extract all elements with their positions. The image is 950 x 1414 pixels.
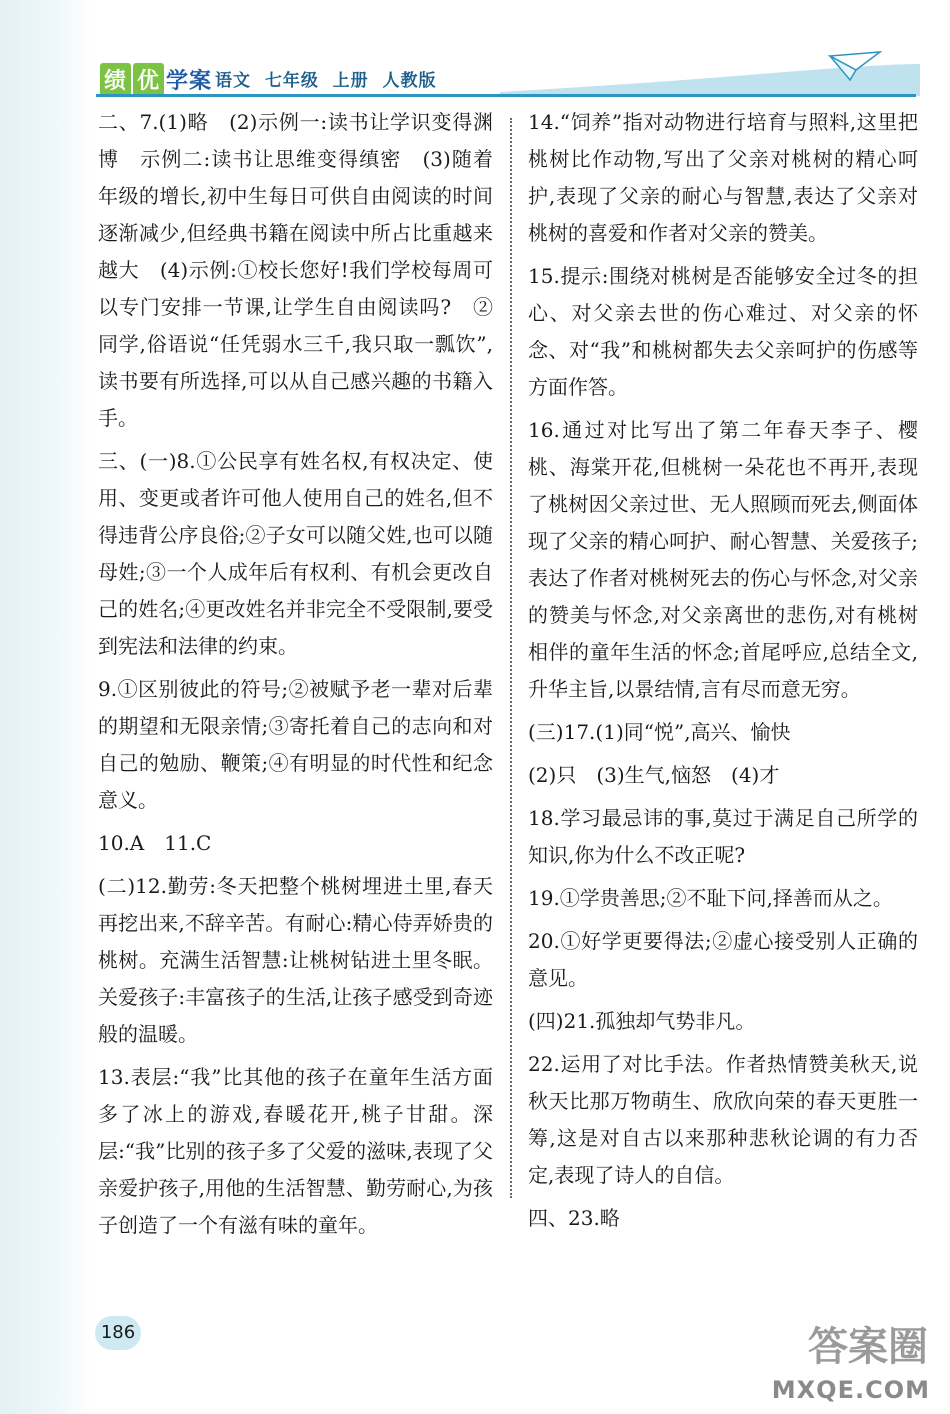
answer-q7: 二、7.(1)略 (2)示例一:读书让学识变得渊博 示例二:读书让思维变得缜密 (3)随着年级的增长,初中生每日可供自由阅读的时间逐渐减少,但经典书籍在阅读中所占比重越来越大 (4)示例:①校长您好!我们学校每周可以专门安排一节课,让学生自由阅读吗? ②同学,俗语说“任凭弱水三千,我只取一瓢饮”,读书要有所选择,可以从自己感兴趣的书籍入手。 (98, 110, 493, 430)
watermark-logo: 答案圈 (808, 1324, 928, 1370)
answer-q15: 15.提示:围绕对桃树是否能够安全过冬的担心、对父亲去世的伤心难过、对父亲的怀念、对“我”和桃树都失去父亲呵护的伤感等方面作答。 (528, 264, 918, 399)
page-number: 186 (95, 1316, 141, 1350)
brand-char-2: 优 (133, 63, 164, 96)
column-divider (510, 118, 512, 1198)
right-column (528, 104, 918, 1243)
answer-q23: 四、23.略 (528, 1206, 620, 1230)
answer-q12: (二)12.勤劳:冬天把整个桃树埋进土里,春天再挖出来,不辞辛苦。有耐心:精心侍弄娇贵的桃树。充满生活智慧:让桃树钻进土里冬眠。关爱孩子:丰富孩子的生活,让孩子感受到奇迹般的温暖。 (98, 874, 493, 1046)
watermark-url: MXQE.COM (771, 1376, 930, 1404)
answer-q19: 19.①学贵善思;②不耻下问,择善而从之。 (528, 886, 893, 910)
page-edge-decoration (0, 0, 92, 1414)
answer-q14: 14.“饲养”指对动物进行培育与照料,这里把桃树比作动物,写出了父亲对桃树的精心呵护,表现了父亲的耐心与智慧,表达了父亲对桃树的喜爱和作者对父亲的赞美。 (528, 110, 918, 245)
header-rule (96, 94, 916, 97)
answer-q20: 20.①好学更要得法;②虚心接受别人正确的意见。 (528, 929, 918, 990)
paper-plane-icon (500, 50, 920, 96)
answer-q13: 13.表层:“我”比其他的孩子在童年生活方面多了冰上的游戏,春暖花开,桃子甘甜。深层:“我”比别的孩子多了父爱的滋味,表现了父亲爱护孩子,用他的生活智慧、勤劳耐心,为孩子创造了一个有滋有味的童年。 (98, 1065, 493, 1237)
answer-q10-11: 10.A 11.C (98, 831, 212, 855)
answer-q17-b: (2)只 (3)生气,恼怒 (4)才 (528, 763, 780, 787)
answer-q9: 9.①区别彼此的符号;②被赋予老一辈对后辈的期望和无限亲情;③寄托着自己的志向和对自己的勉励、鞭策;④有明显的时代性和纪念意义。 (98, 677, 493, 812)
answer-q8: 三、(一)8.①公民享有姓名权,有权决定、使用、变更或者许可他人使用自己的姓名,但不得违背公序良俗;②子女可以随父姓,也可以随母姓;③一个人成年后有权利、有机会更改自己的姓名;④更改姓名并非完全不受限制,要受到宪法和法律的约束。 (98, 449, 493, 658)
brand-char-3: 学案 (166, 68, 213, 94)
brand-char-1: 绩 (100, 63, 131, 96)
left-column (98, 104, 493, 1250)
answer-q22: 22.运用了对比手法。作者热情赞美秋天,说秋天比那万物萌生、欣欣向荣的春天更胜一筹,这是对自古以来那种悲秋论调的有力否定,表现了诗人的自信。 (528, 1052, 918, 1187)
brand-logo (100, 64, 212, 94)
answer-q17-a: (三)17.(1)同“悦”,高兴、愉快 (528, 720, 791, 744)
page-header (0, 0, 950, 110)
answer-q21: (四)21.孤独却气势非凡。 (528, 1009, 756, 1033)
answer-q18: 18.学习最忌讳的事,莫过于满足自己所学的知识,你为什么不改正呢? (528, 806, 918, 867)
book-subject: 语文 七年级 上册 人教版 (215, 71, 437, 91)
answer-q16: 16.通过对比写出了第二年春天李子、樱桃、海棠开花,但桃树一朵花也不再开,表现了桃树因父亲过世、无人照顾而死去,侧面体现了父亲的精心呵护、耐心智慧、关爱孩子;表达了作者对桃树死去的伤心与怀念,对父亲的赞美与怀念,对父亲离世的悲伤,对有桃树相伴的童年生活的怀念;首尾呼应,总结全文,升华主旨,以景结情,言有尽而意无穷。 (528, 418, 918, 701)
